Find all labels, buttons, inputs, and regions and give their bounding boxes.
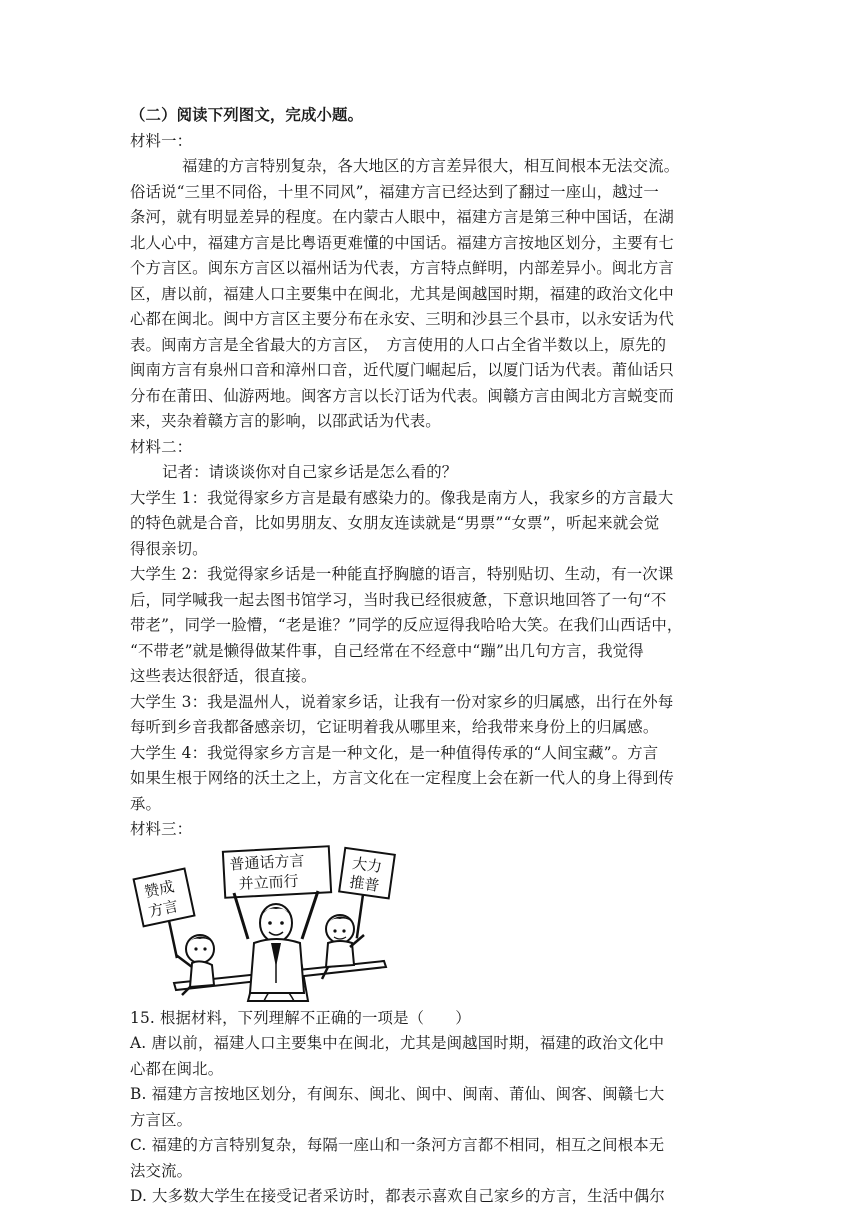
- question15-option-b: B. 福建方言按地区划分，有闽东、闽北、闽中、闽南、莆仙、闽客、闽赣七大: [130, 1085, 665, 1103]
- material1-line: 来，夹杂着赣方言的影响，以邵武话为代表。: [130, 412, 441, 430]
- question15-option-d: D. 大多数大学生在接受记者采访时，都表示喜欢自己家乡的方言，生活中偶尔: [130, 1187, 665, 1205]
- material1-line: 北人心中，福建方言是比粤语更难懂的中国话。福建方言按地区划分，主要有七: [130, 233, 674, 252]
- material2-line: 带老”，同学一脸懵，“老是谁？”同学的反应逗得我哈哈大笑。在我们山西话中，: [130, 616, 683, 634]
- material1-line: 闽南方言有泉州口音和漳州口音，近代厦门崛起后，以厦门话为代表。莆仙话只: [130, 361, 674, 379]
- question15-option-a-cont: 心都在闽北。: [130, 1059, 224, 1078]
- material2-line: “不带老”就是懒得做某件事，自己经常在不经意中“蹦”出几句方言，我觉得: [130, 641, 644, 660]
- material2-label: 材料二：: [130, 437, 193, 456]
- sign-middle-line2: 并立而行: [238, 871, 299, 893]
- reporter-question: 记者：请谈谈你对自己家乡话是怎么看的？: [162, 463, 458, 481]
- material3-label: 材料三：: [130, 820, 193, 838]
- seesaw-cartoon-drawing: [130, 843, 430, 1006]
- sign-left-line1: 赞成: [142, 876, 176, 901]
- question15-option-c: C. 福建的方言特别复杂，每隔一座山和一条河方言都不相同，相互之间根本无: [130, 1136, 665, 1154]
- question15-stem: 15. 根据材料，下列理解不正确的一项是（ ）: [130, 1008, 471, 1027]
- question15-option-c-cont: 法交流。: [130, 1161, 193, 1180]
- question15-option-a: A. 唐以前，福建人口主要集中在闽北，尤其是闽越国时期，福建的政治文化中: [130, 1034, 665, 1052]
- question15-option-b-cont: 方言区。: [130, 1110, 193, 1129]
- material1-line: 分布在莆田、仙游两地。闽客方言以长汀话为代表。闽赣方言由闽北方言蜕变而: [130, 386, 674, 405]
- material2-line: 大学生 1：我觉得家乡方言是最有感染力的。像我是南方人，我家乡的方言最大: [130, 488, 674, 507]
- material2-line: 大学生 4：我觉得家乡方言是一种文化，是一种值得传承的“人间宝藏”。方言: [130, 743, 659, 762]
- material2-line: 后，同学喊我一起去图书馆学习，当时我已经很疲惫，下意识地回答了一句“不: [130, 590, 667, 609]
- sign-right-line2: 推普: [348, 872, 381, 895]
- material2-line: 大学生 3：我是温州人，说着家乡话，让我有一份对家乡的归属感，出行在外每: [130, 692, 674, 711]
- material2-line: 如果生根于网络的沃土之上，方言文化在一定程度上会在新一代人的身上得到传: [130, 769, 674, 787]
- material1-line: 区，唐以前，福建人口主要集中在闽北，尤其是闽越国时期，福建的政治文化中: [130, 284, 674, 303]
- section-title: （二）阅读下列图文，完成小题。: [130, 106, 364, 124]
- material1-label: 材料一：: [130, 131, 193, 150]
- sign-left-line2: 方言: [146, 896, 180, 921]
- material1-line: 表。闽南方言是全省最大的方言区， 方言使用的人口占全省半数以上，原先的: [130, 335, 667, 354]
- seesaw-cartoon: [130, 843, 722, 1006]
- material2-line: 的特色就是合音，比如男朋友、女朋友连读就是“男票”“女票”，听起来就会觉: [130, 514, 660, 532]
- material1-line: 福建的方言特别复杂，各大地区的方言差异很大，相互间根本无法交流。: [182, 157, 680, 175]
- sign-middle-line1: 普通话方言: [229, 851, 305, 873]
- material1-line: 个方言区。闽东方言区以福州话为代表，方言特点鲜明，内部差异小。闽北方言: [130, 259, 674, 277]
- material2-line: 得很亲切。: [130, 539, 208, 558]
- material1-line: 心都在闽北。闽中方言区主要分布在永安、三明和沙县三个县市，以永安话为代: [130, 310, 674, 328]
- sign-right-line1: 大力: [351, 853, 384, 876]
- material2-line: 每听到乡音我都备感亲切，它证明着我从哪里来，给我带来身份上的归属感。: [130, 718, 659, 736]
- document-page: [130, 103, 722, 1210]
- material1-line: 俗话说“三里不同俗，十里不同风”，福建方言已经达到了翻过一座山，越过一: [130, 182, 659, 201]
- material2-line: 承。: [130, 794, 162, 813]
- material2-line: 大学生 2：我觉得家乡话是一种能直抒胸臆的语言，特别贴切、生动，有一次课: [130, 565, 674, 583]
- material2-line: 这些表达很舒适，很直接。: [130, 667, 317, 685]
- material1-line: 条河，就有明显差异的程度。在内蒙古人眼中，福建方言是第三种中国话，在湖: [130, 208, 674, 226]
